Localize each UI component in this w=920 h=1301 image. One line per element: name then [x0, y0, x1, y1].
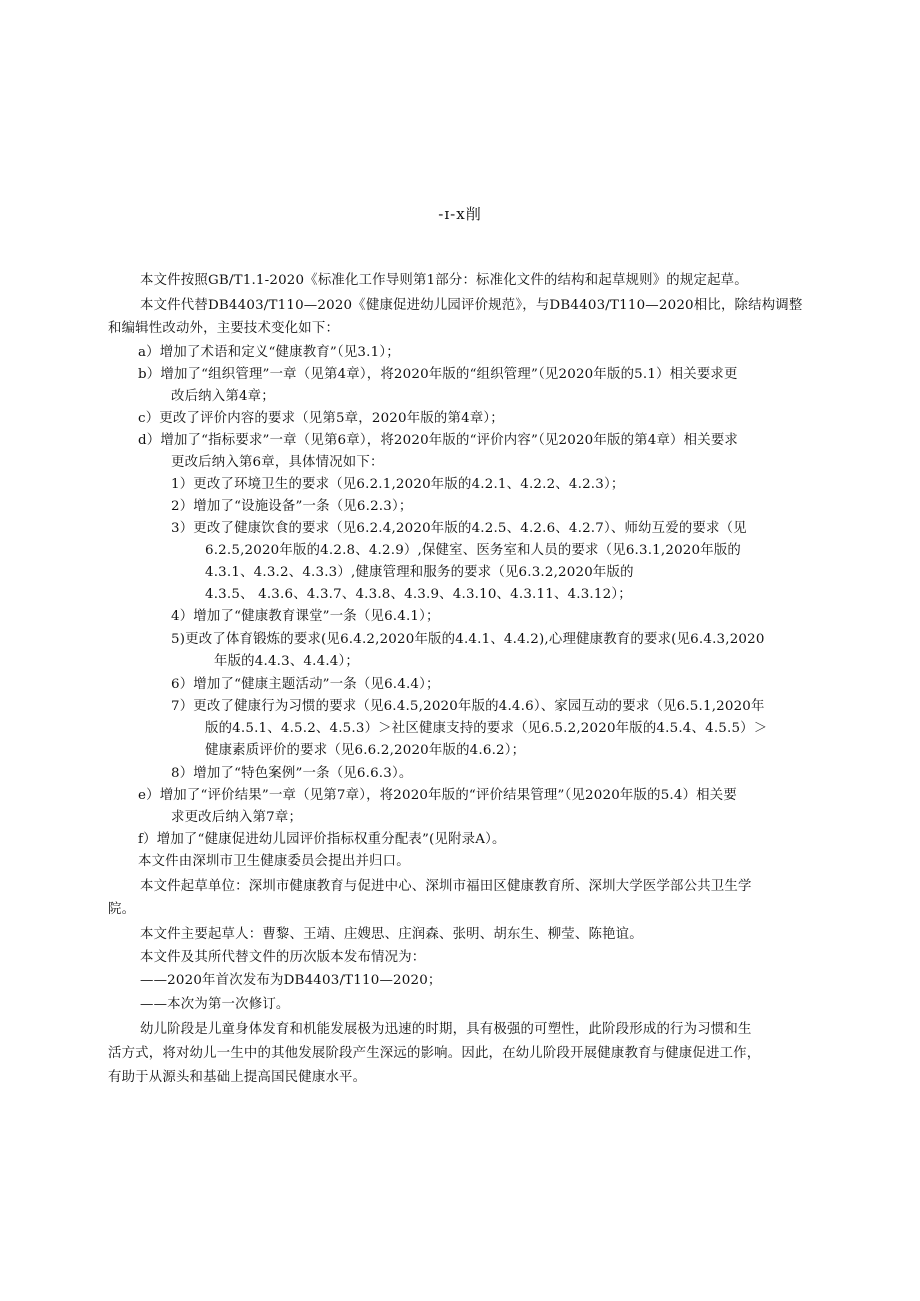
list-item: b）增加了“组织管理”一章（见第4章），将2020年版的“组织管理”（见2020年版的5.1）相关要求更	[138, 367, 738, 382]
list-item: 1）更改了环境卫生的要求（见6.2.1,2020年版的4.2.1、4.2.2、4.2.3）；	[171, 477, 625, 492]
list-item: e）增加了“评价结果”一章（见第7章），将2020年版的“评价结果管理”（见2020年版的5.4）相关要	[138, 788, 737, 803]
text-line: 有助于从源头和基础上提高国民健康水平。	[108, 1070, 367, 1085]
text-line: 本文件代替DB4403/T110—2020《健康促进幼儿园评价规范》，与DB4403/T110—2020相比，除结构调整	[140, 298, 803, 313]
text-line: 健康素质评价的要求（见6.6.2,2020年版的4.6.2）；	[205, 743, 526, 758]
text-line: 和编辑性改动外，主要技术变化如下：	[108, 321, 340, 336]
text-line: 版的4.5.1、4.5.2、4.5.3）＞社区健康支持的要求（见6.5.2,2020年版的4.5.4、4.5.5）＞	[205, 721, 768, 736]
list-item: c）更改了评价内容的要求（见第5章，2020年版的第4章）；	[138, 411, 504, 426]
text-line: ——本次为第一次修订。	[140, 997, 290, 1012]
text-line: 年版的4.4.3、4.4.4）；	[214, 654, 359, 669]
text-line: 活方式，将对幼儿一生中的其他发展阶段产生深远的影响。因此，在幼儿阶段开展健康教育与健康促进工作，	[108, 1046, 761, 1061]
text-line: 改后纳入第4章；	[171, 389, 275, 404]
list-item: d）增加了“指标要求”一章（见第6章），将2020年版的“评价内容”（见2020年版的第4章）相关要求	[138, 433, 739, 448]
text-line: 幼儿阶段是儿童身体发育和机能发展极为迅速的时期，具有极强的可塑性，此阶段形成的行为习惯和生	[140, 1022, 752, 1037]
text-line: 求更改后纳入第7章；	[171, 810, 303, 825]
list-item: a）增加了术语和定义“健康教育”（见3.1）；	[138, 345, 400, 360]
text-line: 本文件由深圳市卫生健康委员会提出并归口。	[138, 854, 410, 869]
text-line: 6.2.5,2020年版的4.2.8、4.2.9）,保健室、医务室和人员的要求（见6.3.1,2020年版的	[205, 543, 741, 558]
text-line: 4.3.1、4.3.2、4.3.3）,健康管理和服务的要求（见6.3.2,2020年版的	[205, 565, 634, 580]
list-item: f）增加了“健康促进幼儿园评价指标权重分配表”(见附录A）。	[138, 832, 506, 847]
list-item: 2）增加了“设施设备”一条（见6.2.3）；	[171, 499, 413, 514]
list-item: 7）更改了健康行为习惯的要求（见6.4.5,2020年版的4.4.6）、家园互动的要求（见6.5.1,2020年	[171, 699, 765, 714]
text-line: 更改后纳入第6章，具体情况如下：	[171, 455, 384, 470]
text-line: ——2020年首次发布为DB4403/T110—2020；	[140, 973, 442, 988]
text-line: 院。	[108, 902, 136, 917]
page-title: -ɪ-x削	[438, 205, 482, 223]
list-item: 8）增加了“特色案例”一条（见6.6.3）。	[171, 766, 413, 781]
text-line: 本文件按照GB/T1.1-2020《标准化工作导则第1部分：标准化文件的结构和起草规则》的规定起草。	[140, 273, 748, 288]
text-line: 4.3.5、 4.3.6、4.3.7、4.3.8、4.3.9、4.3.10、4.3.11、4.3.12）；	[205, 587, 632, 602]
list-item: 3）更改了健康饮食的要求（见6.2.4,2020年版的4.2.5、4.2.6、4.2.7）、师幼互爱的要求（见	[171, 521, 747, 536]
list-item: 4）增加了“健康教育课堂”一条（见6.4.1）；	[171, 609, 440, 624]
list-item: 6）增加了“健康主题活动”一条（见6.4.4）；	[171, 677, 440, 692]
list-item: 5)更改了体育锻炼的要求(见6.4.2,2020年版的4.4.1、4.4.2),心理健康教育的要求(见6.4.3,2020	[171, 632, 765, 647]
text-line: 本文件主要起草人：曹黎、王靖、庄嫂思、庄润森、张明、胡东生、柳莹、陈艳谊。	[140, 927, 643, 942]
text-line: 本文件起草单位：深圳市健康教育与促进中心、深圳市福田区健康教育所、深圳大学医学部公共卫生学	[140, 879, 752, 894]
text-line: 本文件及其所代替文件的历次版本发布情况为：	[140, 950, 426, 965]
